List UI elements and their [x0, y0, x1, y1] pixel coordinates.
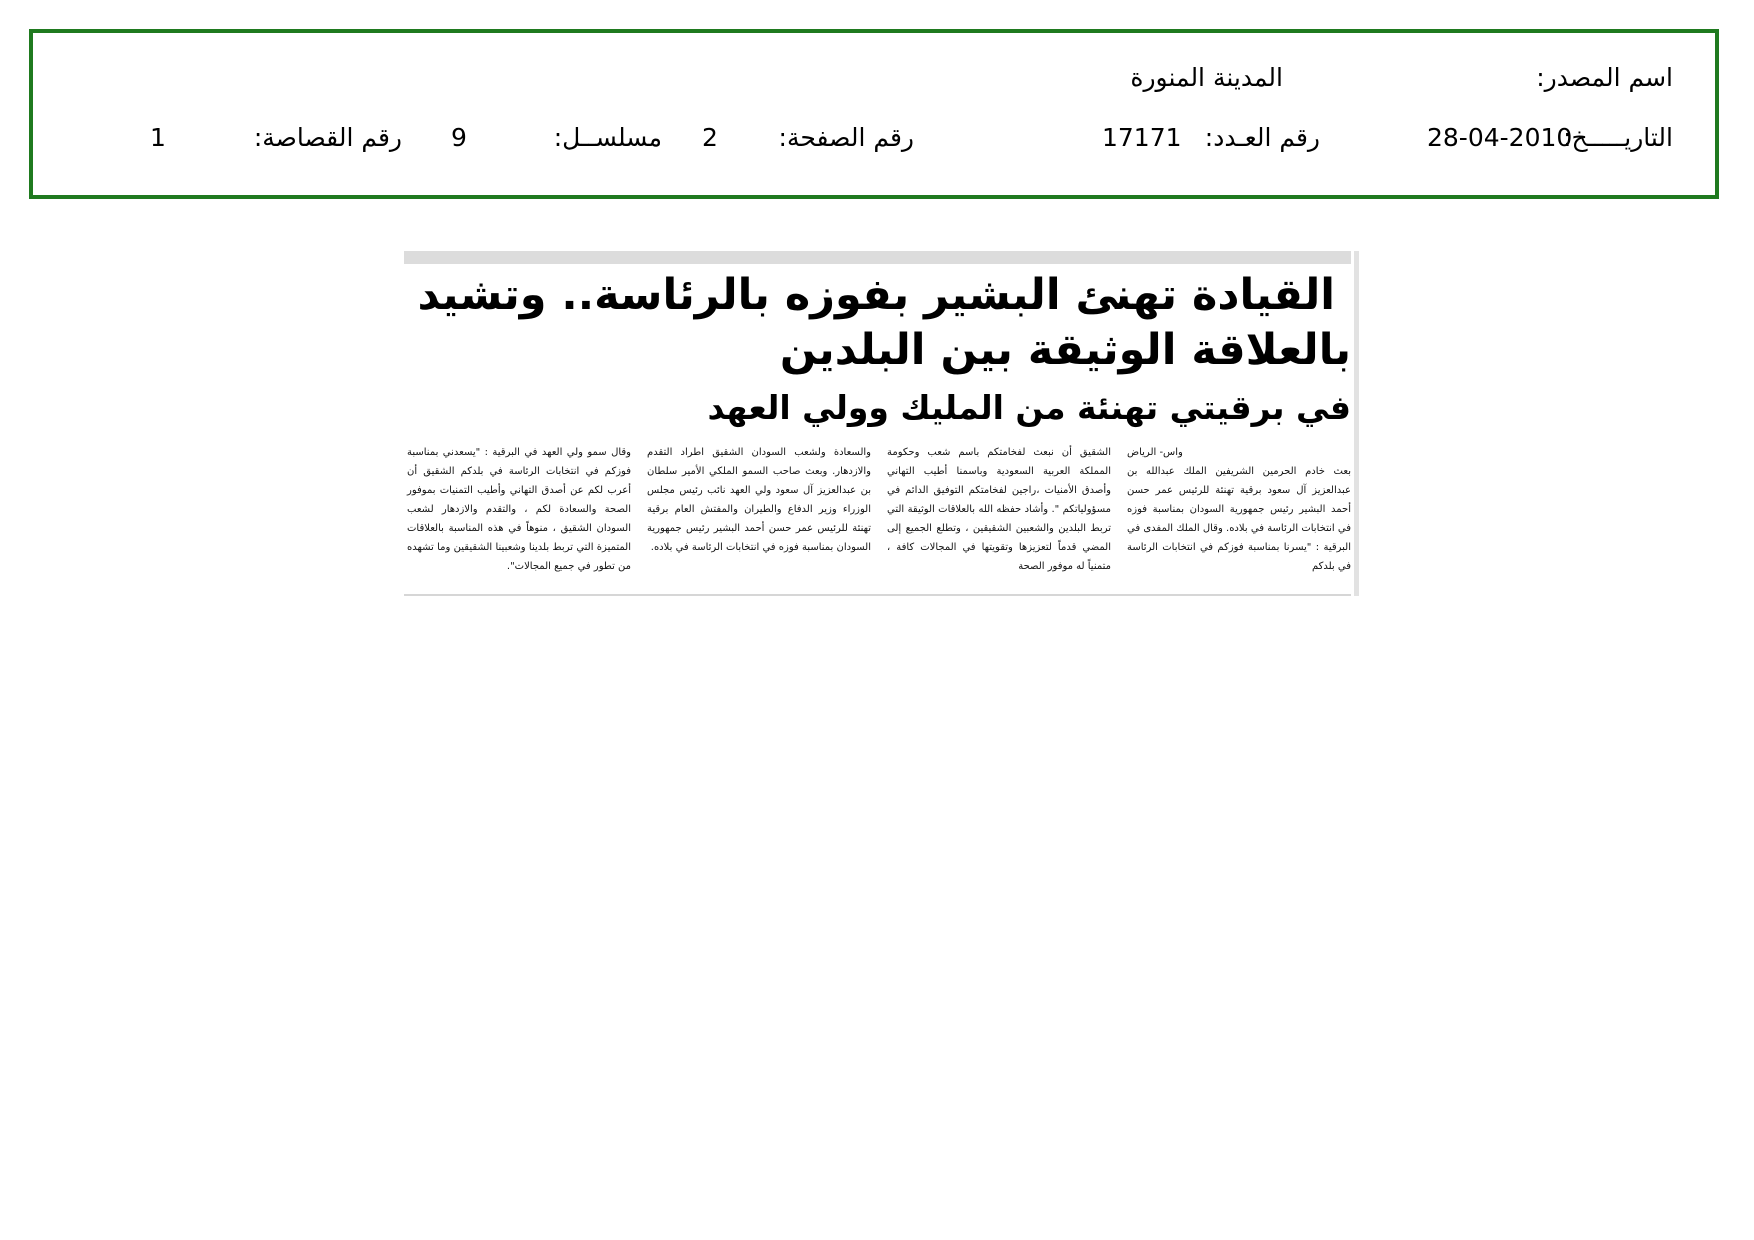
- clipping-bottom-edge: [404, 594, 1351, 596]
- serial-value: 9: [451, 123, 467, 152]
- serial-label: مسلســل:: [553, 123, 662, 152]
- article-clipping: [404, 251, 1351, 596]
- metadata-box: [29, 29, 1719, 199]
- column-4-text: وقال سمو ولي العهد في البرقية : "يسعدني بمناسبة فوزكم في انتخابات الرئاسة في بلدكم الشقيق أن أعرب لكم عن أصدق التهاني وأطيب التمنيات بموفور الصحة والسعادة لكم ، والتقدم والازدهار لشعب السودان الشقيق ، منوهاً في هذه المناسبة بالعلاقات المتميزة التي تربط بلدينا وشعبينا الشقيقين وما تشهده من تطور في جميع المجالات".: [407, 447, 631, 572]
- clipping-value: 1: [150, 123, 166, 152]
- clipping-label: رقم القصاصة:: [253, 123, 402, 152]
- column-1-text: بعث خادم الحرمين الشريفين الملك عبدالله بن عبدالعزيز آل سعود برقية تهنئة للرئيس عمر حسن أحمد البشير رئيس جمهورية السودان بمناسبة فوزه في انتخابات الرئاسة في بلاده. وقال الملك المفدى في البرقية : "يسرنا بمناسبة فوزكم في انتخابات الرئاسة في بلدكم: [1127, 466, 1351, 572]
- date-value: 28-04-2010: [1427, 123, 1573, 152]
- source-label: اسم المصدر:: [1536, 63, 1673, 92]
- issue-label: رقم العـدد:: [1204, 123, 1320, 152]
- issue-value: 17171: [1102, 123, 1182, 152]
- article-column-3: [647, 443, 871, 557]
- article-headline: [404, 268, 1351, 378]
- article-column-2: [887, 443, 1111, 576]
- clipping-right-edge: [1354, 251, 1359, 596]
- clipping-top-bar: [404, 251, 1351, 264]
- article-column-4: [407, 443, 631, 576]
- headline-line-1: القيادة تهنئ البشير بفوزه بالرئاسة.. وتشيد: [417, 270, 1335, 320]
- headline-line-2: بالعلاقة الوثيقة بين البلدين: [779, 325, 1351, 375]
- article-byline: واس- الرياض: [1127, 447, 1183, 458]
- source-value: المدينة المنورة: [1130, 63, 1283, 92]
- column-3-text: والسعادة ولشعب السودان الشقيق اطراد التقدم والازدهار. وبعث صاحب السمو الملكي الأمير سلطان بن عبدالعزيز آل سعود ولي العهد نائب رئيس مجلس الوزراء وزير الدفاع والطيران والمفتش العام برقية تهنئة للرئيس عمر حسن أحمد البشير رئيس جمهورية السودان بمناسبة فوزه في انتخابات الرئاسة في بلاده.: [647, 447, 871, 553]
- column-2-text: الشقيق أن نبعث لفخامتكم باسم شعب وحكومة المملكة العربية السعودية وباسمنا أطيب التهاني وأصدق الأمنيات ،راجين لفخامتكم التوفيق الدائم في مسؤولياتكم ". وأشاد حفظه الله بالعلاقات الوثيقة التي تربط البلدين والشعبين الشقيقين ، وتطلع الجميع إلى المضي قدماً لتعزيزها وتقويتها في المجالات كافة ، متمنياً له موفور الصحة: [887, 447, 1111, 572]
- article-column-1: [1127, 443, 1351, 576]
- page-value: 2: [702, 123, 718, 152]
- page-label: رقم الصفحة:: [778, 123, 914, 152]
- date-label: التاريـــــخ:: [1563, 123, 1673, 152]
- article-subheadline: في برقيتي تهنئة من المليك وولي العهد: [707, 388, 1351, 427]
